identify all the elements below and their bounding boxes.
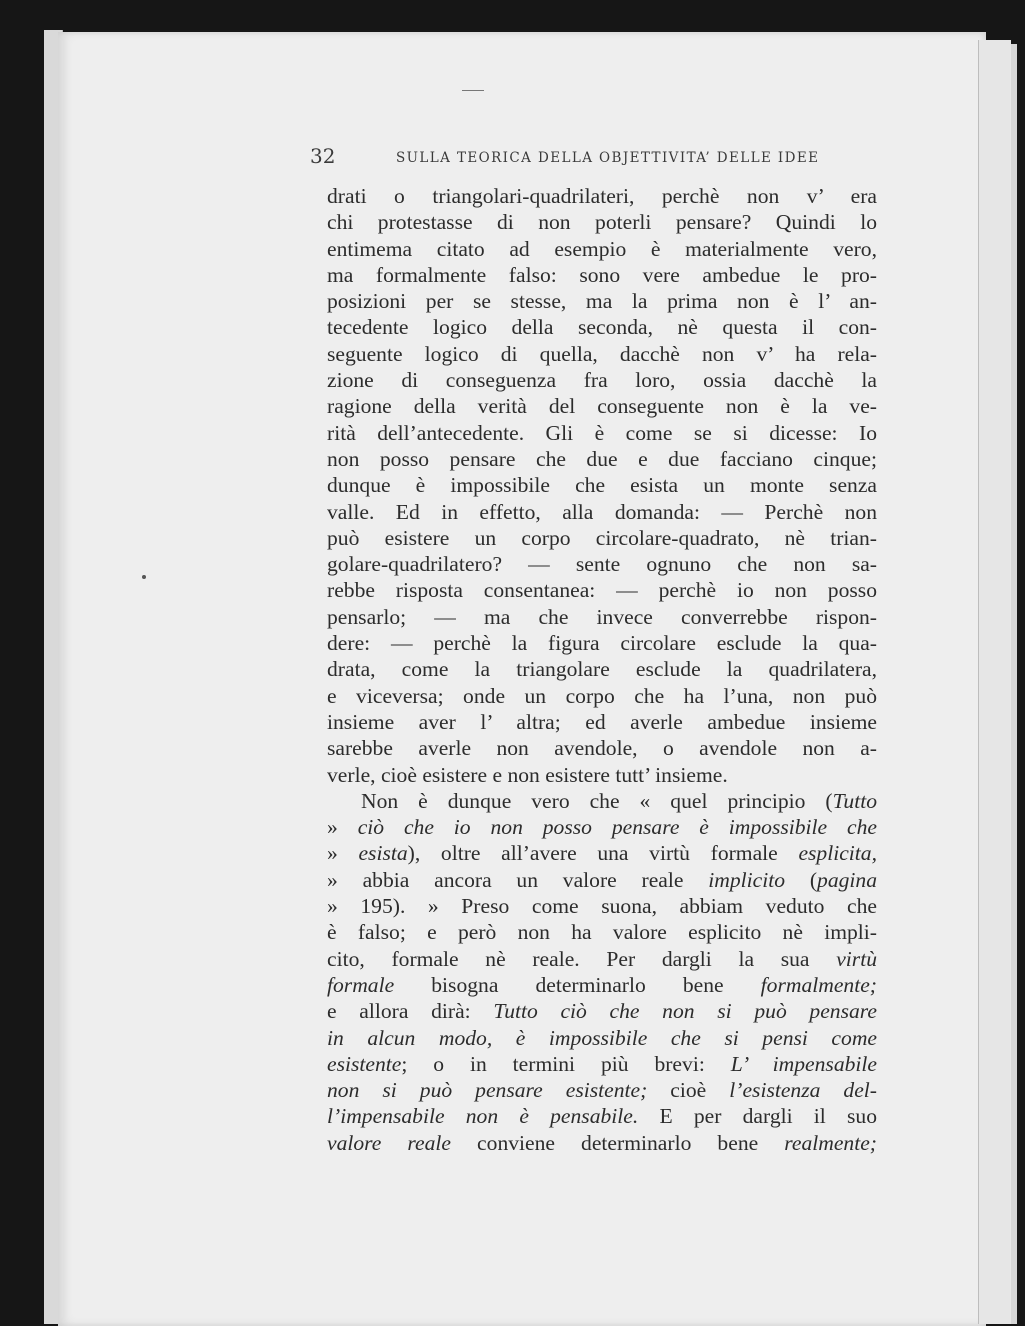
text-line bbox=[327, 341, 877, 367]
text-line bbox=[327, 472, 877, 498]
text-run: conviene determinarlo bene bbox=[451, 1130, 785, 1155]
text-line bbox=[327, 762, 877, 788]
text-run: golare-quadrilatero? — sente ognuno che non sa- bbox=[327, 552, 877, 577]
italic-run: non si può pensare esistente; bbox=[327, 1078, 648, 1103]
italic-run: in alcun modo, è impossibile che si pensi come bbox=[327, 1025, 877, 1050]
italic-run: L’ impensabile bbox=[730, 1051, 877, 1076]
margin-dot bbox=[142, 575, 146, 579]
text-run: posizioni per se stesse, ma la prima non è l’ an- bbox=[327, 289, 877, 314]
text-line bbox=[327, 735, 877, 761]
text-line bbox=[327, 840, 877, 866]
text-line bbox=[327, 367, 877, 393]
italic-run: implicito bbox=[708, 867, 786, 892]
text-line bbox=[327, 1051, 877, 1077]
text-run: e allora dirà: bbox=[327, 999, 494, 1024]
italic-run: ciò che io non posso pensare è impossibile che bbox=[357, 815, 877, 840]
text-line bbox=[327, 972, 877, 998]
text-run: insieme aver l’ altra; ed averle ambedue insieme bbox=[327, 709, 877, 734]
italic-run: esplicita, bbox=[798, 841, 877, 866]
text-line bbox=[327, 1130, 877, 1156]
text-run: verle, cioè esistere e non esistere tutt’ insieme. bbox=[327, 762, 728, 787]
text-line bbox=[327, 709, 877, 735]
text-run: sarebbe averle non avendole, o avendole non a- bbox=[327, 736, 877, 761]
text-line bbox=[327, 551, 877, 577]
text-line bbox=[327, 604, 877, 630]
text-run: » bbox=[327, 815, 358, 840]
text-run: bisogna determinarlo bene bbox=[394, 972, 761, 997]
text-run: e viceversa; onde un corpo che ha l’una, non può bbox=[327, 683, 877, 708]
italic-run: realmente; bbox=[784, 1130, 877, 1155]
running-title: SULLA TEORICA DELLA OBJETTIVITA’ DELLE IDEE bbox=[396, 150, 820, 166]
text-line bbox=[327, 499, 877, 525]
text-line bbox=[327, 393, 877, 419]
text-run: drata, come la triangolare esclude la quadrilatera, bbox=[327, 657, 877, 682]
text-line bbox=[327, 683, 877, 709]
text-run: chi protestasse di non poterli pensare? Quindi lo bbox=[327, 210, 877, 235]
text-run: dere: — perchè la figura circolare esclude la qua- bbox=[327, 631, 877, 656]
text-run: ( bbox=[785, 867, 818, 892]
text-line bbox=[327, 630, 877, 656]
text-run: » abbia ancora un valore reale bbox=[327, 867, 709, 892]
italic-run: pagina bbox=[817, 867, 878, 892]
text-run: cito, formale nè reale. Per dargli la sua bbox=[327, 946, 837, 971]
text-line bbox=[327, 919, 877, 945]
right-page-edge bbox=[978, 40, 1011, 1324]
page-header bbox=[310, 140, 880, 176]
italic-run: Tutto ciò che non si può pensare bbox=[493, 999, 877, 1024]
text-run: dunque è impossibile che esista un monte senza bbox=[327, 473, 877, 498]
text-run: non posso pensare che due e due facciano cinque; bbox=[327, 446, 877, 471]
text-line bbox=[327, 288, 877, 314]
text-run: rebbe risposta consentanea: — perchè io non posso bbox=[327, 578, 877, 603]
italic-run: l’esistenza del- bbox=[729, 1078, 877, 1103]
text-run: è falso; e però non ha valore esplicito nè impli- bbox=[327, 920, 877, 945]
text-line bbox=[327, 446, 877, 472]
text-run: drati o triangolari-quadrilateri, perchè non v’ era bbox=[327, 184, 877, 208]
italic-run: l’impensabile non è pensabile. bbox=[327, 1104, 639, 1129]
text-line bbox=[327, 314, 877, 340]
text-line bbox=[327, 998, 877, 1024]
italic-run: formale bbox=[327, 972, 395, 997]
text-run: ), oltre all’avere una virtù formale bbox=[407, 841, 799, 866]
text-run: entimema citato ad esempio è materialmente vero, bbox=[327, 236, 877, 261]
text-line bbox=[327, 1025, 877, 1051]
text-run: può esistere un corpo circolare-quadrato, nè trian- bbox=[327, 525, 877, 550]
text-run: ragione della verità del conseguente non è la ve- bbox=[327, 394, 877, 419]
page-number: 32 bbox=[310, 144, 336, 168]
text-line bbox=[327, 420, 877, 446]
text-run: zione di conseguenza fra loro, ossia dacchè la bbox=[327, 368, 877, 393]
text-line bbox=[327, 788, 877, 814]
text-line bbox=[327, 893, 877, 919]
text-line bbox=[327, 1077, 877, 1103]
text-line bbox=[327, 209, 877, 235]
text-line bbox=[327, 577, 877, 603]
text-run: » bbox=[327, 841, 359, 866]
text-run: ; o in termini più brevi: bbox=[401, 1051, 731, 1076]
text-line bbox=[327, 1103, 877, 1129]
text-run: » 195). » Preso come suona, abbiam veduto che bbox=[327, 894, 877, 919]
italic-run: esistente bbox=[327, 1051, 402, 1076]
text-run: pensarlo; — ma che invece converrebbe rispon- bbox=[327, 604, 877, 629]
text-line bbox=[327, 814, 877, 840]
italic-run: formalmente; bbox=[760, 972, 877, 997]
body-text bbox=[327, 183, 877, 1156]
italic-run: Tutto bbox=[832, 788, 877, 813]
text-line bbox=[327, 183, 877, 209]
text-run: tecedente logico della seconda, nè questa il con- bbox=[327, 315, 877, 340]
text-run: Non è dunque vero che « quel principio ( bbox=[361, 788, 833, 813]
text-line bbox=[327, 525, 877, 551]
text-line bbox=[327, 656, 877, 682]
text-run: seguente logico di quella, dacchè non v’ ha rela- bbox=[327, 341, 877, 366]
text-run: ma formalmente falso: sono vere ambedue le pro- bbox=[327, 262, 877, 287]
text-line bbox=[327, 946, 877, 972]
text-run: valle. Ed in effetto, alla domanda: — Perchè non bbox=[327, 499, 877, 524]
text-run: cioè bbox=[647, 1078, 730, 1103]
italic-run: esista bbox=[358, 841, 408, 866]
italic-run: valore reale bbox=[327, 1130, 451, 1155]
text-line bbox=[327, 236, 877, 262]
text-run: rità dell’antecedente. Gli è come se si dicesse: Io bbox=[327, 420, 877, 445]
text-run: E per dargli il suo bbox=[638, 1104, 878, 1129]
paper-mark bbox=[462, 90, 484, 91]
text-line bbox=[327, 867, 877, 893]
text-line bbox=[327, 262, 877, 288]
italic-run: virtù bbox=[836, 946, 877, 971]
